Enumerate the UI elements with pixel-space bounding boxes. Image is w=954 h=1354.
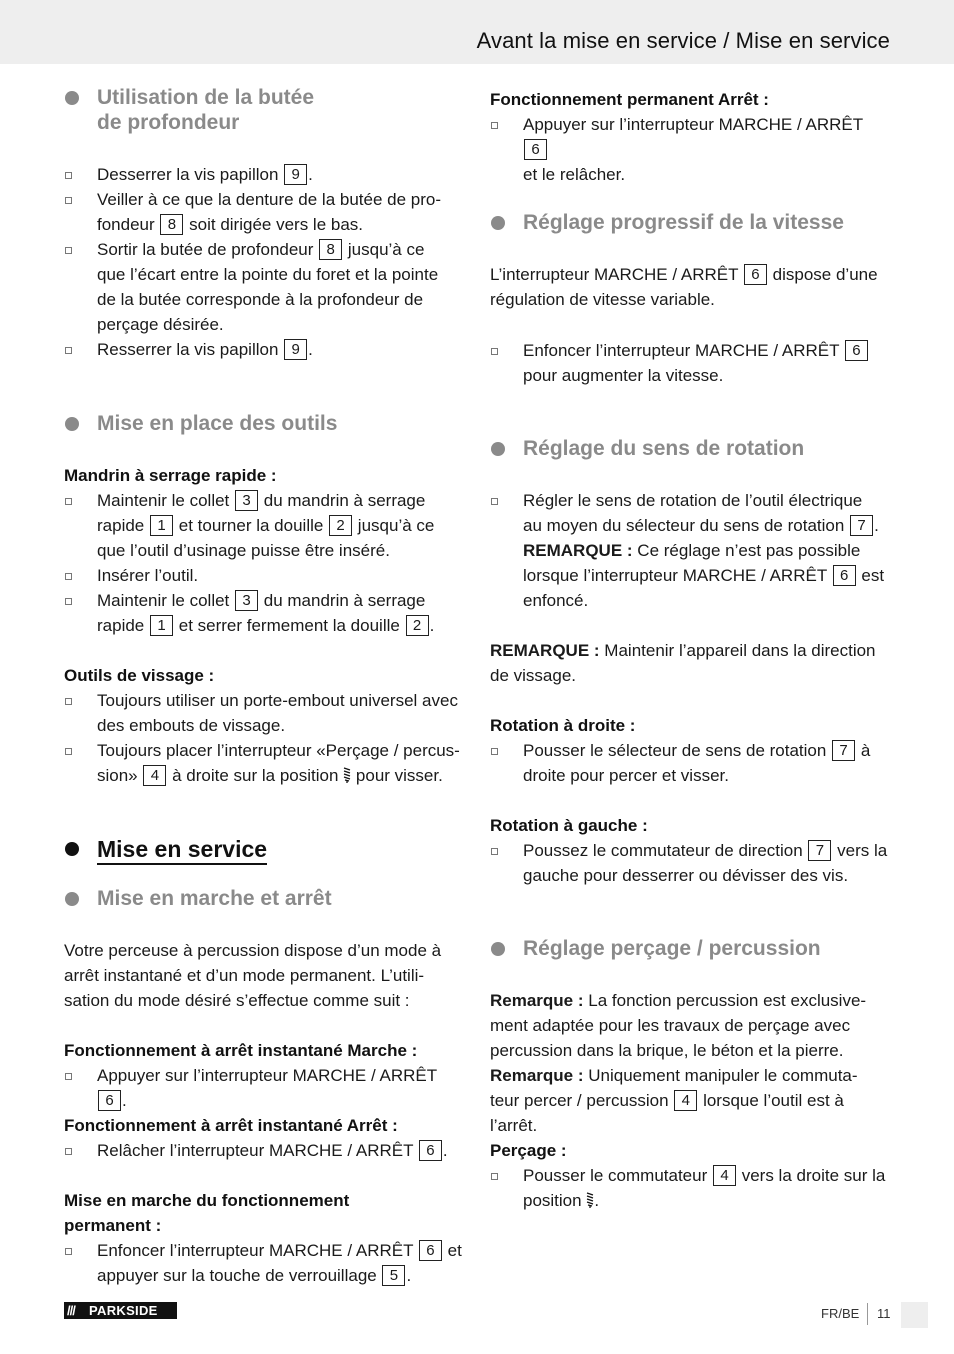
bullet-dot-icon	[65, 417, 79, 431]
list-item: Relâcher l’interrupteur MARCHE / ARRÊT 6 .	[64, 1138, 464, 1163]
checkbox-square-icon	[491, 1173, 498, 1180]
list-item: Maintenir le collet 3 du mandrin à serrage rapide 1 et tourner la douille 2 jusqu’à ce que l’outil d’usinage puisse être inséré.	[64, 488, 464, 563]
checkbox-square-icon	[65, 748, 72, 755]
bullet-dot-icon	[491, 442, 505, 456]
ref-number: 4	[674, 1090, 697, 1111]
ref-number: 7	[808, 840, 831, 861]
ref-number: 8	[319, 239, 342, 260]
speed-list	[490, 338, 892, 388]
rotation-right-list	[490, 738, 892, 788]
list-item: Enfoncer l’interrupteur MARCHE / ARRÊT 6 pour augmenter la vitesse.	[490, 338, 892, 388]
tools-heading: Mise en place des outils	[64, 411, 464, 436]
checkbox-square-icon	[65, 598, 72, 605]
ref-number: 5	[382, 1265, 405, 1286]
perm-off-subheading: Fonctionnement permanent Arrêt :	[490, 90, 769, 109]
checkbox-square-icon	[65, 698, 72, 705]
ref-number: 4	[713, 1165, 736, 1186]
rotation-left-list	[490, 838, 892, 888]
checkbox-square-icon	[65, 1073, 72, 1080]
ref-number: 6	[524, 139, 547, 160]
perm-on-subheading: Mise en marche du fonctionnement permanent :	[64, 1191, 350, 1235]
rotation-remark: REMARQUE : Maintenir l’appareil dans la direction de vissage.	[490, 641, 876, 685]
speed-heading: Réglage progressif de la vitesse	[490, 210, 892, 235]
checkbox-square-icon	[491, 348, 498, 355]
chuck-list	[64, 488, 464, 638]
list-item: Pousser le sélecteur de sens de rotation 7 à droite pour percer et visser.	[490, 738, 892, 788]
list-item: Pousser le commutateur 4 vers la droite sur la position .	[490, 1163, 892, 1213]
drill-hammer-heading: Réglage perçage / percussion	[490, 936, 892, 961]
screw-subheading: Outils de vissage :	[64, 666, 215, 685]
list-item: Sortir la butée de profondeur 8 jusqu’à ce que l’écart entre la pointe du foret et la pointe de la butée corresponde à la profondeur de perçage désirée.	[64, 237, 464, 337]
ref-number: 7	[850, 515, 873, 536]
checkbox-square-icon	[491, 848, 498, 855]
checkbox-square-icon	[491, 498, 498, 505]
rotation-left-subheading: Rotation à gauche :	[490, 816, 648, 835]
footer-tab	[901, 1302, 928, 1328]
checkbox-square-icon	[65, 247, 72, 254]
ref-number: 6	[98, 1090, 121, 1111]
list-item: Appuyer sur l’interrupteur MARCHE / ARRÊT 6 et le relâcher.	[490, 112, 892, 187]
depth-stop-list	[64, 162, 464, 362]
list-item: Toujours utiliser un porte-embout universel avec des embouts de vissage.	[64, 688, 464, 738]
checkbox-square-icon	[65, 197, 72, 204]
perm-on-list	[64, 1238, 464, 1288]
logo-stripes-icon: ///	[67, 1303, 75, 1318]
parkside-logo: /// PARKSIDE	[64, 1302, 177, 1319]
ref-number: 2	[406, 615, 429, 636]
list-item: Desserrer la vis papillon 9 .	[64, 162, 464, 187]
ref-number: 6	[419, 1140, 442, 1161]
ref-number: 8	[160, 214, 183, 235]
list-item: Insérer l’outil.	[64, 563, 464, 588]
bullet-dot-icon	[65, 842, 79, 856]
checkbox-square-icon	[65, 1148, 72, 1155]
bullet-dot-icon	[65, 91, 79, 105]
checkbox-square-icon	[65, 347, 72, 354]
checkbox-square-icon	[491, 748, 498, 755]
rotation-list	[490, 488, 892, 613]
bullet-dot-icon	[491, 216, 505, 230]
ref-number: 3	[235, 490, 258, 511]
rotation-heading: Réglage du sens de rotation	[490, 436, 892, 461]
list-item: Enfoncer l’interrupteur MARCHE / ARRÊT 6 et appuyer sur la touche de verrouillage 5 .	[64, 1238, 464, 1288]
chuck-subheading: Mandrin à serrage rapide :	[64, 466, 277, 485]
ref-number: 1	[150, 615, 173, 636]
drill-list	[490, 1163, 892, 1213]
service-heading: Mise en service	[64, 836, 464, 862]
instant-off-list	[64, 1138, 464, 1163]
list-item: Régler le sens de rotation de l’outil électrique au moyen du sélecteur du sens de rotation 7 . REMARQUE : Ce réglage n’est pas possible lorsque l’interrupteur MARCHE / ARRÊT 6 est enfoncé.	[490, 488, 892, 613]
list-item: Appuyer sur l’interrupteur MARCHE / ARRÊT 6 .	[64, 1063, 464, 1113]
onoff-heading: Mise en marche et arrêt	[64, 886, 464, 911]
bullet-dot-icon	[491, 942, 505, 956]
drill-hammer-remarks: Remarque : La fonction percussion est exclusive- ment adaptée pour les travaux de perçage avec percussion dans la brique, le béton et la pierre. Remarque : Uniquement manipuler le commuta- teur percer / percussion 4 lorsque l’outil est à l’arrêt.	[490, 991, 867, 1135]
ref-number: 1	[150, 515, 173, 536]
depth-stop-heading: Utilisation de la butée de profondeur	[64, 85, 464, 135]
perm-off-list	[490, 112, 892, 187]
checkbox-square-icon	[65, 1248, 72, 1255]
screw-list	[64, 688, 464, 788]
footer-divider	[867, 1303, 868, 1325]
list-item: Poussez le commutateur de direction 7 vers la gauche pour desserrer ou dévisser des vis.	[490, 838, 892, 888]
checkbox-square-icon	[65, 573, 72, 580]
speed-paragraph: L’interrupteur MARCHE / ARRÊT 6 dispose d’une régulation de vitesse variable.	[490, 265, 878, 309]
checkbox-square-icon	[65, 498, 72, 505]
instant-off-subheading: Fonctionnement à arrêt instantané Arrêt :	[64, 1116, 398, 1135]
instant-on-list	[64, 1063, 464, 1113]
instant-on-subheading: Fonctionnement à arrêt instantané Marche :	[64, 1041, 418, 1060]
ref-number: 6	[833, 565, 856, 586]
list-item: Toujours placer l’interrupteur «Perçage / percus- sion» 4 à droite sur la position pour visser.	[64, 738, 464, 788]
ref-number: 4	[143, 765, 166, 786]
ref-number: 6	[419, 1240, 442, 1261]
ref-number: 7	[832, 740, 855, 761]
checkbox-square-icon	[491, 122, 498, 129]
ref-number: 6	[845, 340, 868, 361]
checkbox-square-icon	[65, 172, 72, 179]
list-item: Veiller à ce que la denture de la butée de pro- fondeur 8 soit dirigée vers le bas.	[64, 187, 464, 237]
ref-number: 9	[284, 164, 307, 185]
page-number: 11	[877, 1306, 891, 1321]
drill-subheading: Perçage :	[490, 1141, 567, 1160]
service-intro: Votre perceuse à percussion dispose d’un mode à arrêt instantané et d’un mode permanent. L’utili- sation du mode désiré s’effectue comme suit :	[64, 941, 442, 1010]
page-header	[0, 0, 954, 64]
ref-number: 9	[284, 339, 307, 360]
ref-number: 6	[744, 264, 767, 285]
list-item: Maintenir le collet 3 du mandrin à serrage rapide 1 et serrer fermement la douille 2 .	[64, 588, 464, 638]
footer-language: FR/BE	[821, 1306, 860, 1321]
screw-symbol-icon	[343, 766, 351, 784]
list-item: Resserrer la vis papillon 9 .	[64, 337, 464, 362]
page-title: Avant la mise en service / Mise en service	[476, 28, 890, 53]
ref-number: 3	[235, 590, 258, 611]
bullet-dot-icon	[65, 892, 79, 906]
ref-number: 2	[329, 515, 352, 536]
rotation-right-subheading: Rotation à droite :	[490, 716, 636, 735]
